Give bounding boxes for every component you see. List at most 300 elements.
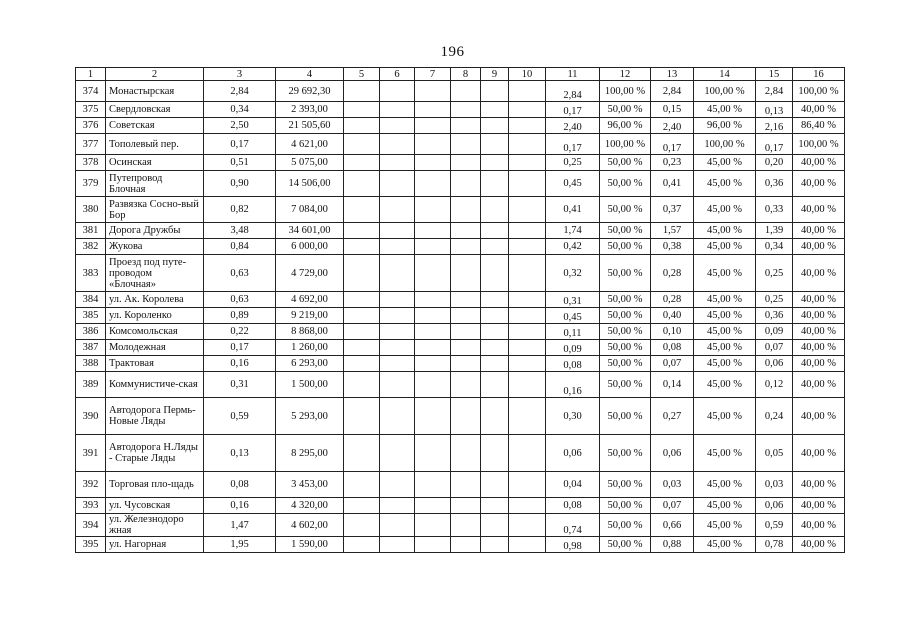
col-10-cell — [509, 398, 546, 435]
col-6-cell — [380, 472, 415, 498]
table-row — [76, 356, 845, 372]
col-10-cell — [509, 223, 546, 239]
col-10-cell — [509, 324, 546, 340]
col-8-cell — [451, 197, 481, 223]
col-9-cell — [481, 81, 509, 102]
col-6-cell — [380, 81, 415, 102]
col-9-cell — [481, 398, 509, 435]
col-11-value: 2,40 — [546, 118, 600, 134]
col-10-cell — [509, 372, 546, 398]
col-9-cell — [481, 472, 509, 498]
row-number: 376 — [76, 118, 106, 134]
col-11-value: 0,16 — [546, 372, 600, 398]
column-header: 15 — [756, 68, 793, 81]
col-4-value: 21 505,60 — [276, 118, 344, 134]
col-10-cell — [509, 472, 546, 498]
table-row — [76, 398, 845, 435]
col-15-value: 0,78 — [756, 537, 793, 553]
table-row — [76, 134, 845, 155]
col-5-cell — [344, 308, 380, 324]
col-13-value: 0,66 — [651, 514, 694, 537]
col-11-value: 0,98 — [546, 537, 600, 553]
col-9-cell — [481, 197, 509, 223]
table-row — [76, 255, 845, 292]
road-name: Автодорога Пермь-Новые Ляды — [106, 398, 204, 435]
col-7-cell — [415, 197, 451, 223]
col-8-cell — [451, 398, 481, 435]
col-8-cell — [451, 255, 481, 292]
col-6-cell — [380, 398, 415, 435]
table-row — [76, 102, 845, 118]
col-15-value: 0,06 — [756, 498, 793, 514]
col-3-value: 1,47 — [204, 514, 276, 537]
col-4-value: 6 293,00 — [276, 356, 344, 372]
col-11-value: 0,11 — [546, 324, 600, 340]
col-12-value: 50,00 % — [600, 223, 651, 239]
col-12-value: 50,00 % — [600, 292, 651, 308]
col-16-value: 40,00 % — [793, 171, 845, 197]
road-name: Развязка Сосно-вый Бор — [106, 197, 204, 223]
col-3-value: 0,89 — [204, 308, 276, 324]
col-8-cell — [451, 308, 481, 324]
col-5-cell — [344, 514, 380, 537]
col-8-cell — [451, 356, 481, 372]
col-13-value: 0,37 — [651, 197, 694, 223]
col-8-cell — [451, 102, 481, 118]
col-8-cell — [451, 171, 481, 197]
table-row — [76, 155, 845, 171]
row-number: 391 — [76, 435, 106, 472]
col-3-value: 0,17 — [204, 340, 276, 356]
col-16-value: 40,00 % — [793, 155, 845, 171]
col-9-cell — [481, 537, 509, 553]
col-9-cell — [481, 255, 509, 292]
table-row — [76, 324, 845, 340]
col-15-value: 0,12 — [756, 372, 793, 398]
col-16-value: 40,00 % — [793, 223, 845, 239]
col-15-value: 0,17 — [756, 134, 793, 155]
col-15-value: 2,16 — [756, 118, 793, 134]
col-16-value: 40,00 % — [793, 255, 845, 292]
table-row — [76, 498, 845, 514]
col-10-cell — [509, 498, 546, 514]
col-16-value: 40,00 % — [793, 372, 845, 398]
col-6-cell — [380, 171, 415, 197]
col-6-cell — [380, 435, 415, 472]
table-row — [76, 223, 845, 239]
col-14-value: 45,00 % — [694, 255, 756, 292]
col-13-value: 0,07 — [651, 356, 694, 372]
col-7-cell — [415, 223, 451, 239]
col-3-value: 0,90 — [204, 171, 276, 197]
table-row — [76, 514, 845, 537]
road-name: Советская — [106, 118, 204, 134]
col-6-cell — [380, 308, 415, 324]
col-12-value: 100,00 % — [600, 81, 651, 102]
col-10-cell — [509, 255, 546, 292]
col-15-value: 0,03 — [756, 472, 793, 498]
road-name: Коммунистиче-ская — [106, 372, 204, 398]
col-4-value: 34 601,00 — [276, 223, 344, 239]
road-name: Проезд под путе-проводом «Блочная» — [106, 255, 204, 292]
col-7-cell — [415, 514, 451, 537]
col-14-value: 45,00 % — [694, 537, 756, 553]
col-3-value: 2,84 — [204, 81, 276, 102]
col-13-value: 0,03 — [651, 472, 694, 498]
road-name: Путепровод Блочная — [106, 171, 204, 197]
col-14-value: 45,00 % — [694, 340, 756, 356]
col-5-cell — [344, 255, 380, 292]
col-7-cell — [415, 324, 451, 340]
col-3-value: 0,84 — [204, 239, 276, 255]
col-13-value: 0,06 — [651, 435, 694, 472]
col-15-value: 0,33 — [756, 197, 793, 223]
col-10-cell — [509, 102, 546, 118]
col-15-value: 0,25 — [756, 255, 793, 292]
col-12-value: 50,00 % — [600, 324, 651, 340]
col-12-value: 50,00 % — [600, 197, 651, 223]
col-12-value: 50,00 % — [600, 255, 651, 292]
table-row — [76, 537, 845, 553]
table-row — [76, 308, 845, 324]
road-name: Комсомольская — [106, 324, 204, 340]
road-name: ул. Железнодоро жная — [106, 514, 204, 537]
col-9-cell — [481, 102, 509, 118]
col-14-value: 96,00 % — [694, 118, 756, 134]
col-13-value: 0,08 — [651, 340, 694, 356]
col-13-value: 0,28 — [651, 292, 694, 308]
col-3-value: 0,16 — [204, 356, 276, 372]
col-11-value: 0,08 — [546, 356, 600, 372]
col-13-value: 0,17 — [651, 134, 694, 155]
road-name: Монастырская — [106, 81, 204, 102]
row-number: 375 — [76, 102, 106, 118]
col-7-cell — [415, 255, 451, 292]
col-8-cell — [451, 81, 481, 102]
road-name: ул. Ак. Королева — [106, 292, 204, 308]
col-5-cell — [344, 239, 380, 255]
col-11-value: 0,04 — [546, 472, 600, 498]
col-8-cell — [451, 324, 481, 340]
col-5-cell — [344, 155, 380, 171]
col-7-cell — [415, 134, 451, 155]
col-11-value: 0,32 — [546, 255, 600, 292]
col-9-cell — [481, 118, 509, 134]
column-header: 10 — [509, 68, 546, 81]
col-3-value: 0,59 — [204, 398, 276, 435]
col-11-value: 0,42 — [546, 239, 600, 255]
col-8-cell — [451, 514, 481, 537]
col-6-cell — [380, 197, 415, 223]
col-14-value: 45,00 % — [694, 292, 756, 308]
col-16-value: 40,00 % — [793, 356, 845, 372]
col-6-cell — [380, 498, 415, 514]
col-16-value: 40,00 % — [793, 498, 845, 514]
road-name: Тополевый пер. — [106, 134, 204, 155]
row-number: 374 — [76, 81, 106, 102]
col-4-value: 5 293,00 — [276, 398, 344, 435]
col-5-cell — [344, 102, 380, 118]
row-number: 377 — [76, 134, 106, 155]
col-6-cell — [380, 239, 415, 255]
col-16-value: 40,00 % — [793, 239, 845, 255]
col-11-value: 1,74 — [546, 223, 600, 239]
table-row — [76, 292, 845, 308]
table-row — [76, 81, 845, 102]
col-6-cell — [380, 324, 415, 340]
col-4-value: 5 075,00 — [276, 155, 344, 171]
row-number: 387 — [76, 340, 106, 356]
col-14-value: 100,00 % — [694, 134, 756, 155]
col-12-value: 50,00 % — [600, 239, 651, 255]
col-6-cell — [380, 537, 415, 553]
column-header: 13 — [651, 68, 694, 81]
col-11-value: 0,45 — [546, 308, 600, 324]
col-15-value: 0,20 — [756, 155, 793, 171]
col-13-value: 2,40 — [651, 118, 694, 134]
col-9-cell — [481, 223, 509, 239]
column-header: 2 — [106, 68, 204, 81]
col-8-cell — [451, 498, 481, 514]
col-5-cell — [344, 134, 380, 155]
row-number: 386 — [76, 324, 106, 340]
col-3-value: 0,22 — [204, 324, 276, 340]
col-3-value: 0,63 — [204, 255, 276, 292]
col-6-cell — [380, 292, 415, 308]
col-12-value: 50,00 % — [600, 472, 651, 498]
col-14-value: 45,00 % — [694, 398, 756, 435]
col-4-value: 7 084,00 — [276, 197, 344, 223]
col-15-value: 2,84 — [756, 81, 793, 102]
col-13-value: 1,57 — [651, 223, 694, 239]
row-number: 389 — [76, 372, 106, 398]
column-header: 16 — [793, 68, 845, 81]
col-5-cell — [344, 223, 380, 239]
col-11-value: 0,74 — [546, 514, 600, 537]
column-header: 5 — [344, 68, 380, 81]
table-row — [76, 197, 845, 223]
col-10-cell — [509, 134, 546, 155]
col-9-cell — [481, 239, 509, 255]
col-12-value: 50,00 % — [600, 171, 651, 197]
col-10-cell — [509, 537, 546, 553]
col-15-value: 0,05 — [756, 435, 793, 472]
row-number: 388 — [76, 356, 106, 372]
col-7-cell — [415, 372, 451, 398]
col-10-cell — [509, 171, 546, 197]
col-15-value: 0,36 — [756, 308, 793, 324]
col-13-value: 0,27 — [651, 398, 694, 435]
column-header: 1 — [76, 68, 106, 81]
row-number: 394 — [76, 514, 106, 537]
col-8-cell — [451, 223, 481, 239]
col-11-value: 0,25 — [546, 155, 600, 171]
col-12-value: 50,00 % — [600, 102, 651, 118]
col-3-value: 0,82 — [204, 197, 276, 223]
col-6-cell — [380, 118, 415, 134]
col-13-value: 0,38 — [651, 239, 694, 255]
col-16-value: 40,00 % — [793, 340, 845, 356]
column-header: 6 — [380, 68, 415, 81]
row-number: 379 — [76, 171, 106, 197]
col-14-value: 45,00 % — [694, 223, 756, 239]
col-12-value: 50,00 % — [600, 435, 651, 472]
col-4-value: 4 729,00 — [276, 255, 344, 292]
col-12-value: 100,00 % — [600, 134, 651, 155]
col-4-value: 4 621,00 — [276, 134, 344, 155]
col-13-value: 0,14 — [651, 372, 694, 398]
col-16-value: 40,00 % — [793, 197, 845, 223]
table-row — [76, 118, 845, 134]
col-4-value: 1 590,00 — [276, 537, 344, 553]
col-5-cell — [344, 340, 380, 356]
col-6-cell — [380, 514, 415, 537]
table-row — [76, 171, 845, 197]
col-4-value: 4 692,00 — [276, 292, 344, 308]
col-7-cell — [415, 340, 451, 356]
col-8-cell — [451, 537, 481, 553]
column-header: 12 — [600, 68, 651, 81]
table-row — [76, 239, 845, 255]
col-10-cell — [509, 514, 546, 537]
table-row — [76, 372, 845, 398]
col-14-value: 45,00 % — [694, 435, 756, 472]
page-number: 196 — [440, 44, 465, 60]
col-14-value: 45,00 % — [694, 472, 756, 498]
col-5-cell — [344, 171, 380, 197]
col-7-cell — [415, 155, 451, 171]
col-13-value: 0,40 — [651, 308, 694, 324]
col-3-value: 0,08 — [204, 472, 276, 498]
road-name: Осинская — [106, 155, 204, 171]
col-10-cell — [509, 118, 546, 134]
col-12-value: 50,00 % — [600, 356, 651, 372]
col-10-cell — [509, 155, 546, 171]
col-7-cell — [415, 292, 451, 308]
col-15-value: 0,25 — [756, 292, 793, 308]
col-16-value: 40,00 % — [793, 308, 845, 324]
col-8-cell — [451, 118, 481, 134]
col-9-cell — [481, 308, 509, 324]
col-12-value: 50,00 % — [600, 372, 651, 398]
col-11-value: 0,09 — [546, 340, 600, 356]
col-5-cell — [344, 356, 380, 372]
col-5-cell — [344, 118, 380, 134]
col-12-value: 50,00 % — [600, 498, 651, 514]
road-name: ул. Нагорная — [106, 537, 204, 553]
table-row — [76, 340, 845, 356]
col-4-value: 8 295,00 — [276, 435, 344, 472]
col-3-value: 1,95 — [204, 537, 276, 553]
col-7-cell — [415, 81, 451, 102]
row-number: 384 — [76, 292, 106, 308]
col-9-cell — [481, 498, 509, 514]
col-16-value: 40,00 % — [793, 514, 845, 537]
data-table — [75, 67, 845, 553]
col-14-value: 45,00 % — [694, 102, 756, 118]
col-10-cell — [509, 435, 546, 472]
col-6-cell — [380, 255, 415, 292]
row-number: 383 — [76, 255, 106, 292]
col-12-value: 50,00 % — [600, 537, 651, 553]
col-8-cell — [451, 134, 481, 155]
col-7-cell — [415, 498, 451, 514]
row-number: 380 — [76, 197, 106, 223]
col-8-cell — [451, 155, 481, 171]
col-11-value: 0,08 — [546, 498, 600, 514]
col-16-value: 40,00 % — [793, 537, 845, 553]
col-13-value: 0,41 — [651, 171, 694, 197]
col-5-cell — [344, 472, 380, 498]
col-10-cell — [509, 197, 546, 223]
col-14-value: 45,00 % — [694, 372, 756, 398]
col-9-cell — [481, 171, 509, 197]
col-10-cell — [509, 239, 546, 255]
col-5-cell — [344, 81, 380, 102]
col-3-value: 0,31 — [204, 372, 276, 398]
col-9-cell — [481, 435, 509, 472]
column-header: 7 — [415, 68, 451, 81]
col-11-value: 0,41 — [546, 197, 600, 223]
col-12-value: 96,00 % — [600, 118, 651, 134]
col-15-value: 0,36 — [756, 171, 793, 197]
col-8-cell — [451, 472, 481, 498]
column-header: 3 — [204, 68, 276, 81]
col-4-value: 8 868,00 — [276, 324, 344, 340]
col-6-cell — [380, 134, 415, 155]
column-header: 11 — [546, 68, 600, 81]
col-16-value: 100,00 % — [793, 134, 845, 155]
col-7-cell — [415, 171, 451, 197]
road-name: Дорога Дружбы — [106, 223, 204, 239]
col-5-cell — [344, 292, 380, 308]
road-name: Торговая пло-щадь — [106, 472, 204, 498]
col-13-value: 0,88 — [651, 537, 694, 553]
col-14-value: 45,00 % — [694, 155, 756, 171]
col-16-value: 86,40 % — [793, 118, 845, 134]
col-4-value: 1 500,00 — [276, 372, 344, 398]
col-5-cell — [344, 498, 380, 514]
col-9-cell — [481, 372, 509, 398]
col-5-cell — [344, 372, 380, 398]
row-number: 392 — [76, 472, 106, 498]
header-row — [76, 68, 845, 81]
col-4-value: 3 453,00 — [276, 472, 344, 498]
col-12-value: 50,00 % — [600, 514, 651, 537]
col-11-value: 0,17 — [546, 134, 600, 155]
col-7-cell — [415, 118, 451, 134]
col-7-cell — [415, 537, 451, 553]
column-header: 14 — [694, 68, 756, 81]
col-7-cell — [415, 472, 451, 498]
col-11-value: 0,45 — [546, 171, 600, 197]
col-6-cell — [380, 372, 415, 398]
col-14-value: 45,00 % — [694, 498, 756, 514]
col-9-cell — [481, 134, 509, 155]
col-4-value: 4 320,00 — [276, 498, 344, 514]
col-16-value: 40,00 % — [793, 435, 845, 472]
col-5-cell — [344, 435, 380, 472]
col-4-value: 6 000,00 — [276, 239, 344, 255]
col-11-value: 2,84 — [546, 81, 600, 102]
row-number: 395 — [76, 537, 106, 553]
col-3-value: 0,34 — [204, 102, 276, 118]
col-10-cell — [509, 81, 546, 102]
col-3-value: 0,51 — [204, 155, 276, 171]
col-7-cell — [415, 102, 451, 118]
column-header: 9 — [481, 68, 509, 81]
col-6-cell — [380, 102, 415, 118]
